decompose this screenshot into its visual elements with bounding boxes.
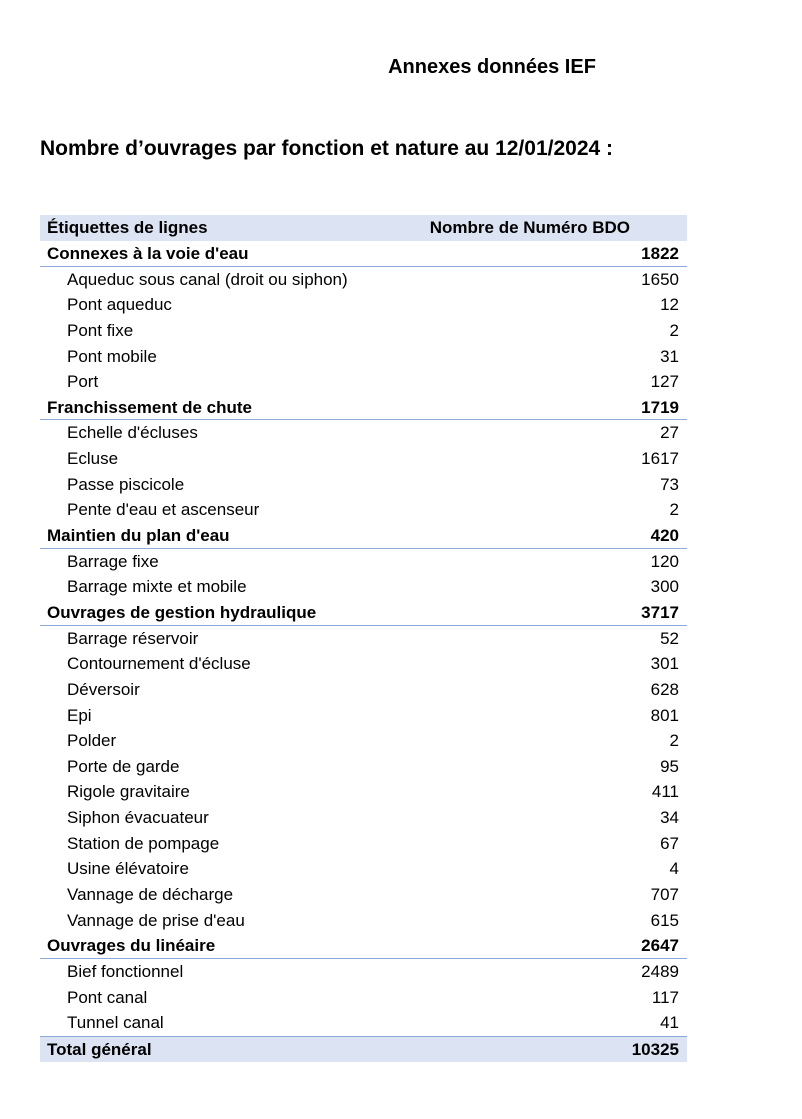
item-row-value: 2 xyxy=(669,500,679,520)
item-row xyxy=(40,344,687,370)
item-row xyxy=(40,856,687,882)
item-row-label: Passe piscicole xyxy=(67,474,185,494)
item-row-value: 52 xyxy=(660,628,679,648)
item-row-label: Pont mobile xyxy=(67,346,157,366)
group-row-label: Connexes à la voie d'eau xyxy=(47,244,249,263)
item-row-label: Vannage de décharge xyxy=(67,885,234,905)
group-row xyxy=(40,395,687,421)
total-row-label: Total général xyxy=(47,1039,152,1059)
item-row-value: 34 xyxy=(660,808,679,828)
item-row xyxy=(40,677,687,703)
item-row-value: 31 xyxy=(660,346,679,366)
item-row-value: 2489 xyxy=(641,961,679,981)
item-row-value: 2 xyxy=(669,731,679,751)
item-row xyxy=(40,318,687,344)
item-row xyxy=(40,779,687,805)
item-row-value: 127 xyxy=(650,372,679,392)
item-row xyxy=(40,292,687,318)
item-row-value: 1650 xyxy=(641,269,679,289)
item-row xyxy=(40,831,687,857)
document-title: Annexes données IEF xyxy=(388,56,596,78)
item-row-value: 707 xyxy=(650,885,679,905)
item-row-label: Porte de garde xyxy=(67,756,180,776)
group-row-value: 3717 xyxy=(641,602,679,622)
item-row-label: Bief fonctionnel xyxy=(67,961,184,981)
item-row-label: Ecluse xyxy=(67,449,119,469)
item-row xyxy=(40,805,687,831)
section-heading: Nombre d’ouvrages par fonction et nature au 12/01/2024 : xyxy=(40,137,613,160)
item-row xyxy=(40,703,687,729)
item-row-value: 117 xyxy=(651,987,679,1007)
item-row-label: Contournement d'écluse xyxy=(67,654,251,674)
group-row-value: 420 xyxy=(650,526,679,546)
item-row-label: Vannage de prise d'eau xyxy=(67,910,245,930)
item-row-label: Aqueduc sous canal (droit ou siphon) xyxy=(67,269,348,289)
item-row xyxy=(40,420,687,446)
item-row-value: 411 xyxy=(651,782,679,802)
item-row-value: 95 xyxy=(660,756,679,776)
group-row xyxy=(40,241,687,267)
item-row xyxy=(40,985,687,1011)
item-row xyxy=(40,908,687,934)
group-row-label: Franchissement de chute xyxy=(47,397,253,417)
item-row-label: Tunnel canal xyxy=(67,1013,164,1033)
item-row xyxy=(40,754,687,780)
group-row-label: Ouvrages de gestion hydraulique xyxy=(47,602,317,622)
item-row-value: 27 xyxy=(660,423,679,443)
pivot-table xyxy=(40,215,687,1062)
item-row-value: 67 xyxy=(660,833,679,853)
group-row-label: Ouvrages du linéaire xyxy=(47,936,216,956)
item-row-label: Pente d'eau et ascenseur xyxy=(67,500,260,520)
item-row-label: Barrage mixte et mobile xyxy=(67,577,247,597)
item-row-value: 41 xyxy=(660,1013,679,1033)
item-row-value: 615 xyxy=(650,910,679,930)
item-row xyxy=(40,267,687,293)
group-row-value: 2647 xyxy=(641,936,679,956)
item-row xyxy=(40,497,687,523)
item-row-value: 301 xyxy=(650,654,679,674)
item-row-value: 73 xyxy=(660,474,679,494)
item-row-label: Barrage fixe xyxy=(67,551,159,571)
group-row xyxy=(40,933,687,959)
item-row-label: Pont aqueduc xyxy=(67,295,172,315)
header-row-labels: Étiquettes de lignes xyxy=(47,218,208,237)
item-row-label: Pont canal xyxy=(67,987,148,1007)
item-row-value: 300 xyxy=(650,577,679,597)
item-row xyxy=(40,882,687,908)
item-row xyxy=(40,959,687,985)
item-row-label: Polder xyxy=(67,731,117,751)
table-header xyxy=(40,215,687,241)
total-row xyxy=(40,1036,687,1062)
group-row-value: 1822 xyxy=(641,244,679,263)
item-row-label: Usine élévatoire xyxy=(67,859,189,879)
header-count: Nombre de Numéro BDO xyxy=(429,218,630,237)
item-row-label: Rigole gravitaire xyxy=(67,782,190,802)
item-row-value: 628 xyxy=(650,679,679,699)
item-row xyxy=(40,549,687,575)
item-row-value: 1617 xyxy=(641,449,679,469)
item-row xyxy=(40,728,687,754)
item-row xyxy=(40,626,687,652)
total-row-value: 10325 xyxy=(631,1039,679,1059)
item-row-value: 4 xyxy=(669,859,679,879)
group-row-label: Maintien du plan d'eau xyxy=(47,526,230,546)
item-row xyxy=(40,1010,687,1036)
group-row xyxy=(40,523,687,549)
item-row xyxy=(40,651,687,677)
group-row xyxy=(40,600,687,626)
item-row-label: Station de pompage xyxy=(67,833,220,853)
group-row-value: 1719 xyxy=(641,397,679,417)
item-row-label: Epi xyxy=(67,705,92,725)
item-row-value: 801 xyxy=(650,705,679,725)
item-row-label: Barrage réservoir xyxy=(67,628,199,648)
item-row-value: 12 xyxy=(660,295,679,315)
item-row-label: Déversoir xyxy=(67,679,140,699)
item-row-label: Port xyxy=(67,372,99,392)
item-row-label: Pont fixe xyxy=(67,320,134,340)
item-row-label: Echelle d'écluses xyxy=(67,423,198,443)
item-row xyxy=(40,472,687,498)
item-row-value: 2 xyxy=(669,320,679,340)
item-row-value: 120 xyxy=(650,551,679,571)
item-row-label: Siphon évacuateur xyxy=(67,808,209,828)
item-row xyxy=(40,446,687,472)
item-row xyxy=(40,574,687,600)
item-row xyxy=(40,369,687,395)
